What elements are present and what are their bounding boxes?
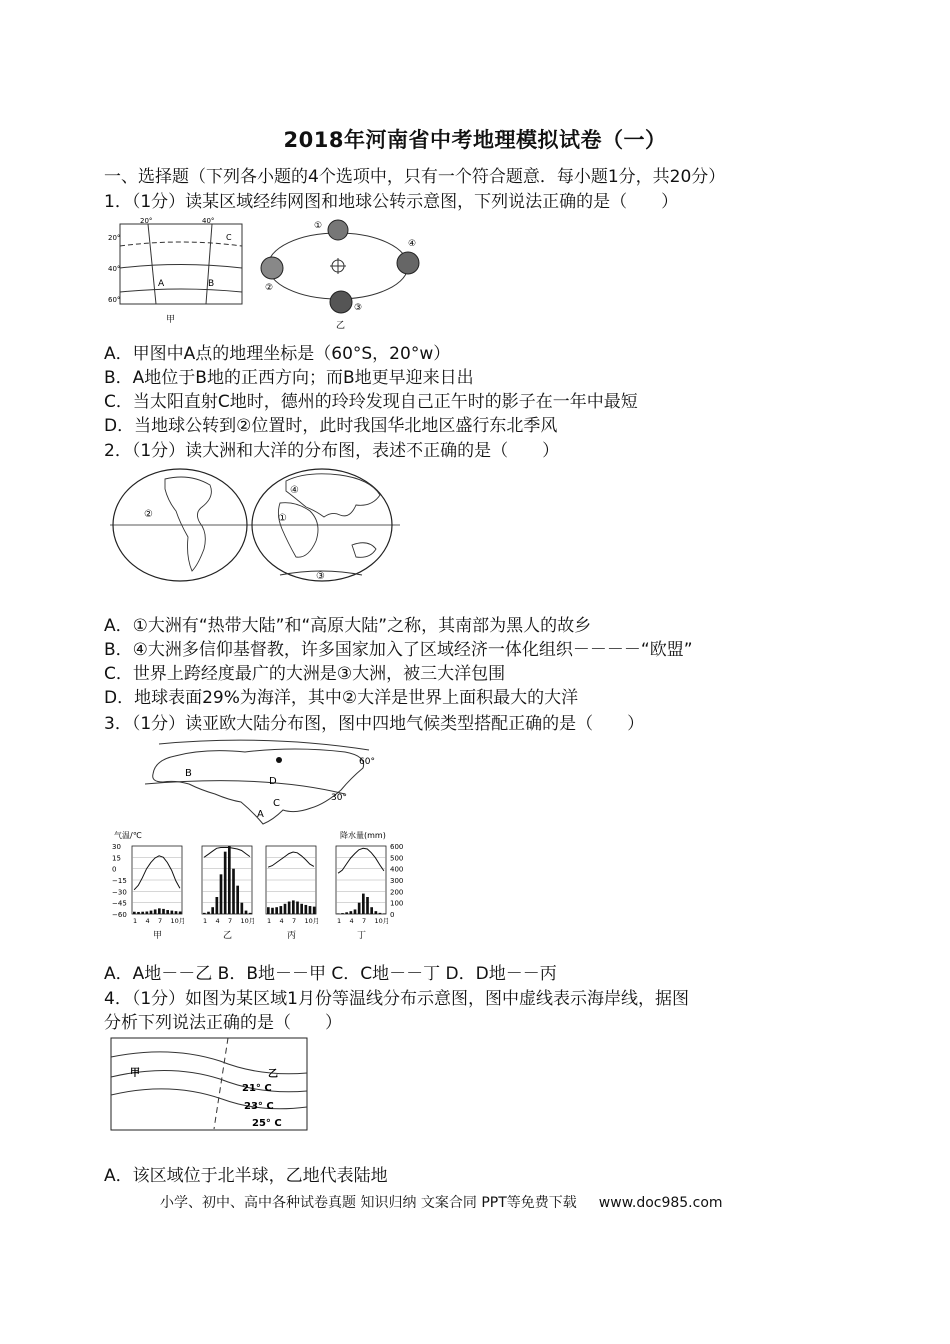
precip-bar: [236, 886, 239, 914]
month-tick: 7: [362, 917, 367, 925]
point-b-label: B: [208, 279, 215, 289]
climate-panels: [132, 846, 389, 940]
section-header: 一、选择题（下列各小题的4个选项中，只有一个符合题意．每小题1分，共20分）: [104, 167, 726, 187]
climate-panel: [266, 846, 319, 940]
precip-bar: [341, 913, 344, 914]
precip-bar: [241, 903, 244, 914]
month-tick: 7: [228, 917, 233, 925]
precip-bar: [224, 852, 227, 914]
point-jia: 甲: [130, 1068, 140, 1079]
figure-label-yi: 乙: [336, 321, 346, 331]
lat-label-30: 30°: [331, 793, 347, 803]
q4-isotherm-map: [110, 1037, 310, 1133]
precip-bar: [133, 912, 136, 914]
precip-tick: 500: [390, 854, 404, 863]
footer-text: 小学、初中、高中各种试卷真题 知识归纳 文案合同 PPT等免费下载: [160, 1195, 577, 1211]
q3-eurasia-map: [145, 738, 385, 826]
precip-bar: [350, 911, 353, 914]
temp-line: [134, 856, 180, 890]
continent-marker-3: ③: [316, 571, 325, 582]
precip-axis-label: 降水量(mm): [340, 831, 386, 840]
precip-bar: [354, 909, 357, 914]
temp-tick: −30: [112, 888, 127, 897]
question-4-stem-2: 分析下列说法正确的是（ ）: [104, 1013, 342, 1033]
q2-option-c: C．世界上跨经度最广的大洲是③大洲，被三大洋包围: [104, 664, 506, 684]
q1-option-d: D．当地球公转到②位置时，此时我国华北地区盛行东北季风: [104, 416, 558, 436]
question-1-stem: 1．（1分）读某区域经纬网图和地球公转示意图，下列说法正确的是（ ）: [104, 192, 679, 212]
precip-bar: [271, 908, 274, 914]
precip-bar: [267, 907, 270, 914]
climate-panel: [336, 846, 389, 940]
footer: [160, 1192, 723, 1212]
climate-panel: [202, 846, 255, 940]
temp-tick: 30: [112, 843, 121, 851]
point-a-label: A: [158, 279, 165, 289]
precip-tick: 600: [390, 843, 404, 851]
lat-tick: 20°: [108, 234, 121, 242]
temp-line: [338, 848, 384, 873]
point-yi: 乙: [268, 1069, 278, 1080]
precip-bar: [305, 905, 308, 914]
precip-bar: [232, 869, 235, 914]
precip-bar: [211, 907, 214, 914]
question-4-stem-1: 4．（1分）如图为某区域1月份等温线分布示意图，图中虚线表示海岸线，据图: [104, 989, 689, 1009]
month-tick: 1: [337, 917, 342, 925]
precip-bar: [366, 897, 369, 914]
precip-bar: [179, 912, 182, 914]
precip-bar: [296, 902, 299, 914]
continent-marker-4: ④: [290, 485, 299, 496]
temp-tick: −15: [112, 877, 127, 885]
month-tick: 1: [203, 917, 208, 925]
q1-option-b: B．A地位于B地的正西方向；而B地更早迎来日出: [104, 368, 474, 388]
precip-tick: 400: [390, 865, 404, 874]
map-dot-d: [276, 757, 282, 763]
ocean-marker-2: ②: [144, 509, 153, 520]
temp-tick: −45: [112, 899, 127, 908]
climate-panel: [132, 846, 185, 940]
position-4-label: ④: [408, 239, 417, 249]
precip-bar: [275, 907, 278, 914]
map-point-b: B: [185, 768, 192, 779]
precip-bar: [220, 874, 223, 914]
month-tick: 7: [158, 917, 163, 925]
month-tick: 4: [279, 917, 284, 925]
q2-option-d: D．地球表面29%为海洋，其中②大洋是世界上面积最大的大洋: [104, 688, 579, 708]
precip-ticks: [390, 843, 403, 919]
q1-option-a: A．甲图中A点的地理坐标是（60°S，20°w）: [104, 344, 451, 364]
map-point-c: C: [273, 798, 280, 809]
precip-bar: [383, 913, 386, 914]
precip-bar: [358, 903, 361, 914]
q3-options: A．A地－－乙 B．B地－－甲 C．C地－－丁 D．D地－－丙: [104, 964, 557, 984]
precip-bar: [137, 912, 140, 914]
panel-label: 乙: [223, 931, 233, 940]
footer-url[interactable]: www.doc985.com: [598, 1195, 723, 1211]
precip-bar: [288, 902, 291, 914]
lon-tick: 40°: [202, 217, 215, 225]
precip-tick: 0: [390, 911, 395, 919]
precip-tick: 100: [390, 899, 404, 908]
precip-tick: 300: [390, 877, 404, 885]
panel-label: 甲: [153, 931, 163, 940]
continent-marker-1: ①: [278, 513, 287, 524]
question-3-stem: 3．（1分）读亚欧大陆分布图，图中四地气候类型搭配正确的是（ ）: [104, 714, 645, 734]
isotherm-25: 25° C: [252, 1118, 282, 1129]
q3-climate-charts: [110, 828, 410, 940]
precip-bar: [171, 911, 174, 914]
temp-tick: −60: [112, 911, 127, 919]
precip-bar: [309, 906, 312, 914]
precip-bar: [284, 904, 287, 914]
q4-option-a: A．该区域位于北半球，乙地代表陆地: [104, 1166, 388, 1186]
month-tick: 10月: [304, 917, 320, 925]
precip-bar: [249, 913, 252, 914]
precip-bar: [379, 913, 382, 914]
temp-line: [268, 852, 314, 867]
lat-tick: 60°: [108, 296, 121, 304]
lat-label-60: 60°: [359, 757, 375, 767]
map-point-a: A: [257, 809, 264, 820]
precip-bar: [375, 911, 378, 914]
month-tick: 4: [349, 917, 354, 925]
precip-bar: [362, 894, 365, 914]
position-1-label: ①: [314, 221, 323, 231]
position-3-label: ③: [354, 303, 363, 313]
precip-bar: [150, 911, 153, 914]
panel-label: 丙: [287, 931, 297, 940]
temp-line: [204, 848, 250, 858]
map-point-d: D: [269, 776, 277, 787]
precip-bar: [166, 910, 169, 914]
panel-label: 丁: [357, 931, 367, 940]
page-title: 2018年河南省中考地理模拟试卷（一）: [283, 128, 667, 152]
lon-tick: 20°: [140, 217, 153, 225]
precip-bar: [175, 911, 178, 914]
month-tick: 10月: [170, 917, 186, 925]
q1-option-c: C．当太阳直射C地时，德州的玲玲发现自己正午时的影子在一年中最短: [104, 392, 638, 412]
month-tick: 7: [292, 917, 297, 925]
precip-bar: [370, 907, 373, 914]
precip-bar: [203, 913, 206, 914]
temp-tick: 15: [112, 854, 121, 863]
precip-tick: 200: [390, 888, 404, 897]
figure-label-jia: 甲: [166, 315, 176, 325]
question-2-stem: 2．（1分）读大洲和大洋的分布图，表述不正确的是（ ）: [104, 441, 560, 461]
precip-bar: [141, 912, 144, 914]
precip-bar: [245, 911, 248, 914]
graticule-map: [120, 224, 242, 304]
q1-figure: [108, 216, 508, 331]
precip-bar: [280, 906, 283, 914]
precip-bar: [292, 900, 295, 914]
month-tick: 4: [145, 917, 150, 925]
isotherm-21: 21° C: [242, 1083, 272, 1094]
precip-bar: [337, 913, 340, 914]
precip-bar: [146, 912, 149, 914]
precip-bar: [162, 909, 165, 914]
precip-bar: [300, 904, 303, 914]
month-tick: 4: [215, 917, 220, 925]
position-2-label: ②: [265, 283, 274, 293]
precip-bar: [207, 912, 210, 914]
precip-bar: [228, 846, 231, 914]
orbit-diagram: [268, 233, 408, 299]
month-tick: 10月: [240, 917, 256, 925]
month-tick: 1: [267, 917, 272, 925]
temp-axis-label: 气温/℃: [114, 831, 142, 840]
lat-tick: 40°: [108, 265, 121, 273]
q2-world-map: [110, 467, 400, 585]
precip-bar: [216, 897, 219, 914]
point-c-label: C: [226, 233, 232, 242]
precip-bar: [158, 908, 161, 914]
month-tick: 10月: [374, 917, 390, 925]
q2-option-a: A．①大洲有“热带大陆”和“高原大陆”之称，其南部为黑人的故乡: [104, 616, 592, 636]
precip-bar: [345, 912, 348, 914]
month-tick: 1: [133, 917, 138, 925]
q2-option-b: B．④大洲多信仰基督教，许多国家加入了区域经济一体化组织－－－－“欧盟”: [104, 640, 693, 660]
precip-bar: [313, 907, 316, 914]
temp-tick: 0: [112, 865, 117, 874]
isotherm-23: 23° C: [244, 1101, 274, 1112]
temp-ticks: [112, 843, 127, 919]
precip-bar: [154, 909, 157, 914]
